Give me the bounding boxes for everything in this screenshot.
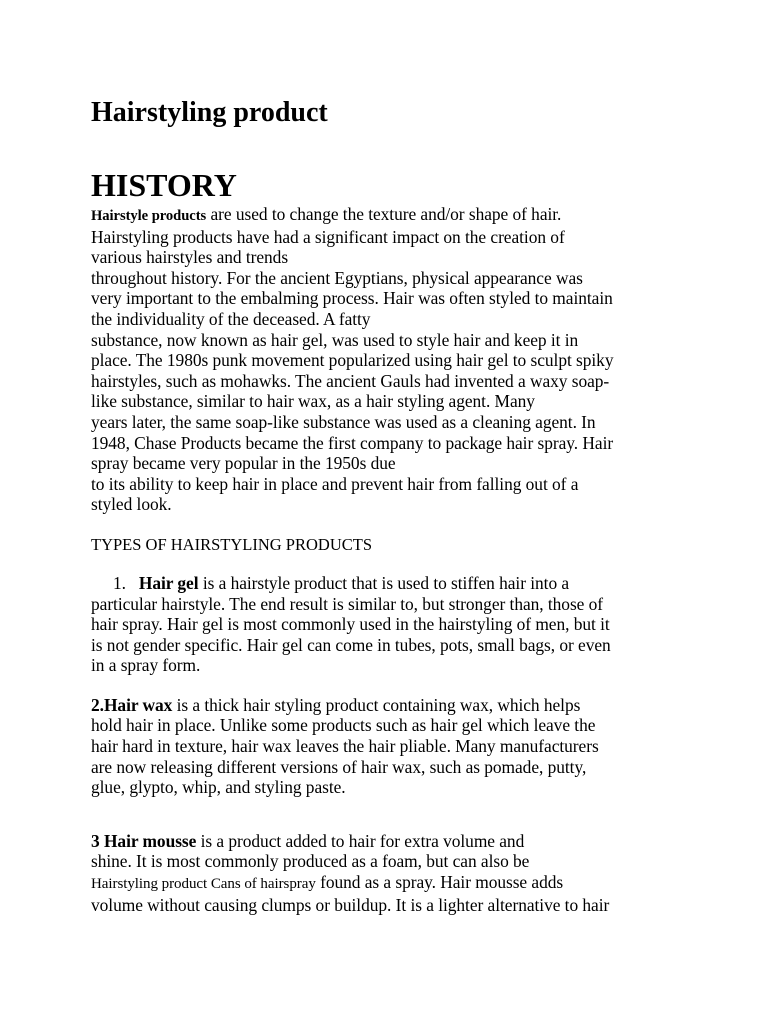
history-line: the individuality of the deceased. A fatty — [91, 308, 371, 329]
history-line: very important to the embalming process. Hair was often styled to maintain — [91, 288, 613, 309]
hair-mousse-term: 3 Hair mousse — [91, 830, 197, 851]
hair-wax-line: are now releasing different versions of hair wax, such as pomade, putty, — [91, 756, 587, 777]
hair-wax-term: 2.Hair wax — [91, 694, 173, 715]
hair-mousse-inline-caption: Hairstyling product Cans of hairspray — [91, 876, 316, 893]
hair-mousse-line — [91, 872, 691, 895]
history-heading: HISTORY — [91, 167, 237, 203]
history-line: throughout history. For the ancient Egyptians, physical appearance was — [91, 267, 583, 288]
hair-gel-term: Hair gel — [138, 572, 199, 593]
hair-gel-first-line-text: is a hairstyle product that is used to stiffen hair into a — [198, 572, 570, 593]
hair-mousse-line: shine. It is most commonly produced as a foam, but can also be — [91, 851, 530, 872]
hair-gel-line: hair spray. Hair gel is most commonly used in the hairstyling of men, but it — [91, 614, 610, 635]
hair-wax-first-line — [91, 695, 691, 716]
history-line: like substance, similar to hair wax, as a hair styling agent. Many — [91, 391, 535, 412]
hair-gel-first-line — [91, 573, 691, 594]
history-line: to its ability to keep hair in place and prevent hair from falling out of a — [91, 473, 579, 494]
types-heading: TYPES OF HAIRSTYLING PRODUCTS — [91, 534, 372, 554]
document-page — [91, 96, 691, 915]
history-line: styled look. — [91, 494, 172, 515]
list-number: 1. — [113, 572, 126, 593]
hair-mousse-paragraph — [91, 831, 691, 915]
hair-mousse-first-line-text: is a product added to hair for extra volume and — [196, 830, 525, 851]
hair-gel-line: particular hairstyle. The end result is similar to, but stronger than, those of — [91, 593, 604, 614]
hair-wax-line: hold hair in place. Unlike some products such as hair gel which leave the — [91, 715, 596, 736]
history-line: various hairstyles and trends — [91, 247, 289, 268]
history-lead-term: Hairstyle products — [91, 208, 207, 224]
hair-gel-paragraph — [91, 573, 691, 676]
history-paragraph — [91, 204, 691, 515]
hair-gel-line: is not gender specific. Hair gel can come in tubes, pots, small bags, or even — [91, 634, 611, 655]
history-line-text: are used to change the texture and/or shape of hair. — [206, 204, 562, 224]
history-line: spray became very popular in the 1950s due — [91, 453, 396, 474]
hair-mousse-line: volume without causing clumps or buildup. It is a lighter alternative to hair — [91, 894, 610, 915]
hair-wax-first-line-text: is a thick hair styling product containing wax, which helps — [172, 694, 581, 715]
history-line: Hairstyling products have had a significant impact on the creation of — [91, 226, 565, 247]
hair-wax-paragraph — [91, 695, 691, 798]
history-line: years later, the same soap-like substance was used as a cleaning agent. In — [91, 411, 596, 432]
hair-gel-line: in a spray form. — [91, 655, 201, 676]
history-line: 1948, Chase Products became the first company to package hair spray. Hair — [91, 432, 614, 453]
history-line: substance, now known as hair gel, was used to style hair and keep it in — [91, 329, 579, 350]
hair-mousse-line-text: found as a spray. Hair mousse adds — [315, 872, 564, 893]
hair-wax-line: glue, glypto, whip, and styling paste. — [91, 777, 346, 798]
history-line: place. The 1980s punk movement popularized using hair gel to sculpt spiky — [91, 350, 614, 371]
history-line: hairstyles, such as mohawks. The ancient Gauls had invented a waxy soap- — [91, 370, 610, 391]
history-line — [91, 204, 691, 227]
document-title: Hairstyling product — [91, 97, 328, 128]
hair-wax-line: hair hard in texture, hair wax leaves the hair pliable. Many manufacturers — [91, 736, 599, 757]
hair-mousse-first-line — [91, 831, 691, 852]
